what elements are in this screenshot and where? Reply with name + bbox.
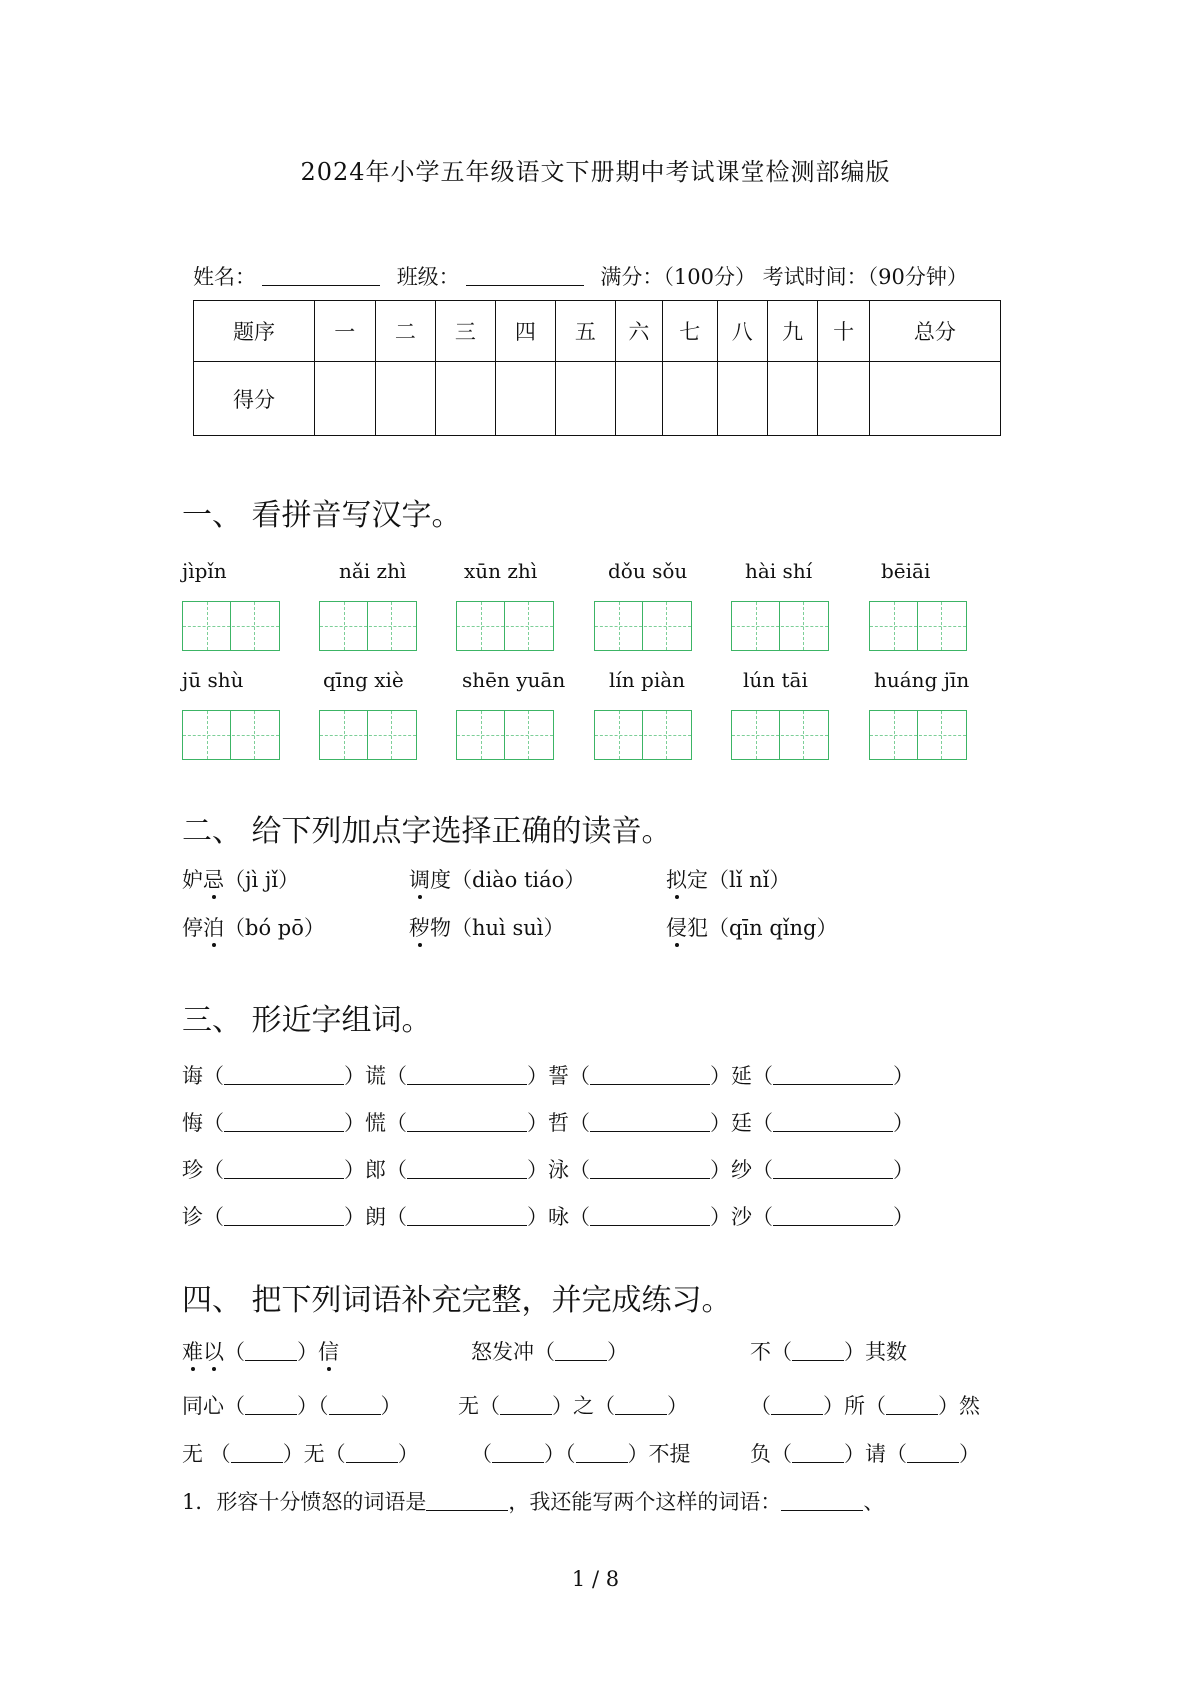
col-header: 五 (556, 301, 616, 362)
pinyin-label: qīng xiè (323, 668, 404, 692)
answer-blank[interactable] (224, 1160, 344, 1179)
tianzi-grid[interactable] (456, 601, 554, 651)
answer-blank[interactable] (576, 1444, 628, 1463)
full-score: 满分：（100分） (600, 265, 756, 289)
exam-time: 考试时间：（90分钟） (762, 265, 968, 289)
answer-blank[interactable] (426, 1492, 508, 1511)
pinyin-label: dǒu sǒu (608, 559, 688, 583)
col-header: 九 (767, 301, 817, 362)
pinyin-label: nǎi zhì (339, 559, 407, 583)
answer-blank[interactable] (245, 1396, 297, 1415)
pinyin-label: lín piàn (609, 668, 686, 692)
answer-blank[interactable] (773, 1066, 893, 1085)
score-cell[interactable] (556, 362, 616, 436)
answer-blank[interactable] (615, 1396, 667, 1415)
score-cell[interactable] (717, 362, 767, 436)
answer-blank[interactable] (792, 1444, 844, 1463)
col-header: 四 (495, 301, 556, 362)
tianzi-grid[interactable] (869, 710, 967, 760)
answer-blank[interactable] (407, 1160, 527, 1179)
answer-blank[interactable] (329, 1396, 381, 1415)
answer-blank[interactable] (224, 1066, 344, 1085)
score-cell[interactable] (375, 362, 436, 436)
idiom-item: 负（ ）请（ ） (750, 1442, 980, 1466)
reading-item: 拟定（lǐ nǐ） (666, 868, 791, 892)
idiom-item: （ ）所（ ）然 (750, 1394, 980, 1418)
class-label: 班级： (396, 265, 460, 289)
row-label-order: 题序 (194, 301, 315, 362)
reading-item: 调度（diào tiáo） (409, 868, 586, 892)
col-header: 六 (615, 301, 662, 362)
section-2-heading: 二、 给下列加点字选择正确的读音。 (182, 814, 672, 849)
score-cell[interactable] (315, 362, 376, 436)
answer-blank[interactable] (792, 1342, 844, 1361)
col-header-total: 总分 (869, 301, 1000, 362)
answer-blank[interactable] (781, 1492, 863, 1511)
idiom-item: 难以（ ）信 (182, 1340, 339, 1364)
answer-blank[interactable] (773, 1160, 893, 1179)
answer-blank[interactable] (773, 1113, 893, 1132)
answer-blank[interactable] (590, 1066, 710, 1085)
pinyin-label: hài shí (745, 559, 813, 583)
idiom-item: 不（ ）其数 (750, 1340, 907, 1364)
idiom-item: （ ）（ ）不提 (471, 1442, 691, 1466)
answer-blank[interactable] (500, 1396, 552, 1415)
answer-blank[interactable] (590, 1113, 710, 1132)
tianzi-grid[interactable] (731, 710, 829, 760)
pinyin-label: xūn zhì (464, 559, 538, 583)
answer-blank[interactable] (907, 1444, 959, 1463)
tianzi-grid[interactable] (731, 601, 829, 651)
tianzi-grid[interactable] (869, 601, 967, 651)
idiom-item: 怒发冲（ ） (471, 1340, 628, 1364)
answer-blank[interactable] (407, 1113, 527, 1132)
answer-blank[interactable] (407, 1207, 527, 1226)
reading-item: 妒忌（jì jǐ） (182, 868, 300, 892)
tianzi-grid[interactable] (456, 710, 554, 760)
score-cell[interactable] (818, 362, 869, 436)
tianzi-grid[interactable] (319, 601, 417, 651)
idiom-item: 无（ ）之（ ） (458, 1394, 688, 1418)
pinyin-label: jū shù (182, 668, 244, 692)
class-blank[interactable] (466, 267, 584, 286)
answer-blank[interactable] (773, 1207, 893, 1226)
col-header: 三 (436, 301, 496, 362)
answer-blank[interactable] (224, 1207, 344, 1226)
tianzi-grid[interactable] (182, 601, 280, 651)
tianzi-grid[interactable] (594, 710, 692, 760)
col-header: 七 (663, 301, 717, 362)
answer-blank[interactable] (771, 1396, 823, 1415)
answer-blank[interactable] (492, 1444, 544, 1463)
answer-blank[interactable] (346, 1444, 398, 1463)
idiom-item: 无 （ ）无（ ） (182, 1442, 419, 1466)
section-3-heading: 三、 形近字组词。 (182, 1003, 432, 1038)
word-row: 诲（ ）谎（ ）誓（ ）延（ ） (182, 1064, 914, 1088)
tianzi-grid[interactable] (182, 710, 280, 760)
name-label: 姓名： (193, 265, 256, 289)
answer-blank[interactable] (886, 1396, 938, 1415)
word-row: 诊（ ）朗（ ）咏（ ）沙（ ） (182, 1205, 914, 1229)
score-cell[interactable] (767, 362, 817, 436)
col-header: 十 (818, 301, 869, 362)
pinyin-label: bēiāi (881, 559, 931, 583)
word-row: 珍（ ）郎（ ）泳（ ）纱（ ） (182, 1158, 914, 1182)
answer-blank[interactable] (224, 1113, 344, 1132)
col-header: 八 (717, 301, 767, 362)
reading-item: 侵犯（qīn qǐng） (666, 916, 838, 940)
reading-item: 停泊（bó pō） (182, 916, 325, 940)
score-cell[interactable] (663, 362, 717, 436)
col-header: 二 (375, 301, 436, 362)
row-label-score: 得分 (194, 362, 315, 436)
name-blank[interactable] (262, 267, 380, 286)
col-header: 一 (315, 301, 376, 362)
page-title: 2024年小学五年级语文下册期中考试课堂检测部编版 (300, 158, 891, 186)
answer-blank[interactable] (231, 1444, 283, 1463)
reading-item: 秽物（huì suì） (409, 916, 565, 940)
section-1-heading: 一、 看拼音写汉字。 (182, 498, 462, 533)
score-table (193, 300, 1001, 436)
pinyin-label: lún tāi (743, 668, 808, 692)
score-cell[interactable] (615, 362, 662, 436)
answer-blank[interactable] (555, 1342, 607, 1361)
pinyin-label: jìpǐn (182, 559, 227, 583)
idiom-item: 同心（ ）（ ） (182, 1394, 402, 1418)
tianzi-grid[interactable] (594, 601, 692, 651)
section-4-heading: 四、 把下列词语补充完整，并完成练习。 (182, 1283, 732, 1318)
score-cell[interactable] (436, 362, 496, 436)
answer-blank[interactable] (590, 1160, 710, 1179)
score-cell[interactable] (495, 362, 556, 436)
page-number: 1 / 8 (571, 1567, 620, 1591)
answer-blank[interactable] (407, 1066, 527, 1085)
question-1: 1．形容十分愤怒的词语是 ，我还能写两个这样的词语： 、 (182, 1490, 885, 1514)
answer-blank[interactable] (245, 1342, 297, 1361)
score-cell-total[interactable] (869, 362, 1000, 436)
pinyin-label: shēn yuān (462, 668, 566, 692)
student-info (193, 261, 968, 291)
answer-blank[interactable] (590, 1207, 710, 1226)
tianzi-grid[interactable] (319, 710, 417, 760)
pinyin-label: huáng jīn (874, 668, 970, 692)
word-row: 悔（ ）慌（ ）哲（ ）廷（ ） (182, 1111, 914, 1135)
